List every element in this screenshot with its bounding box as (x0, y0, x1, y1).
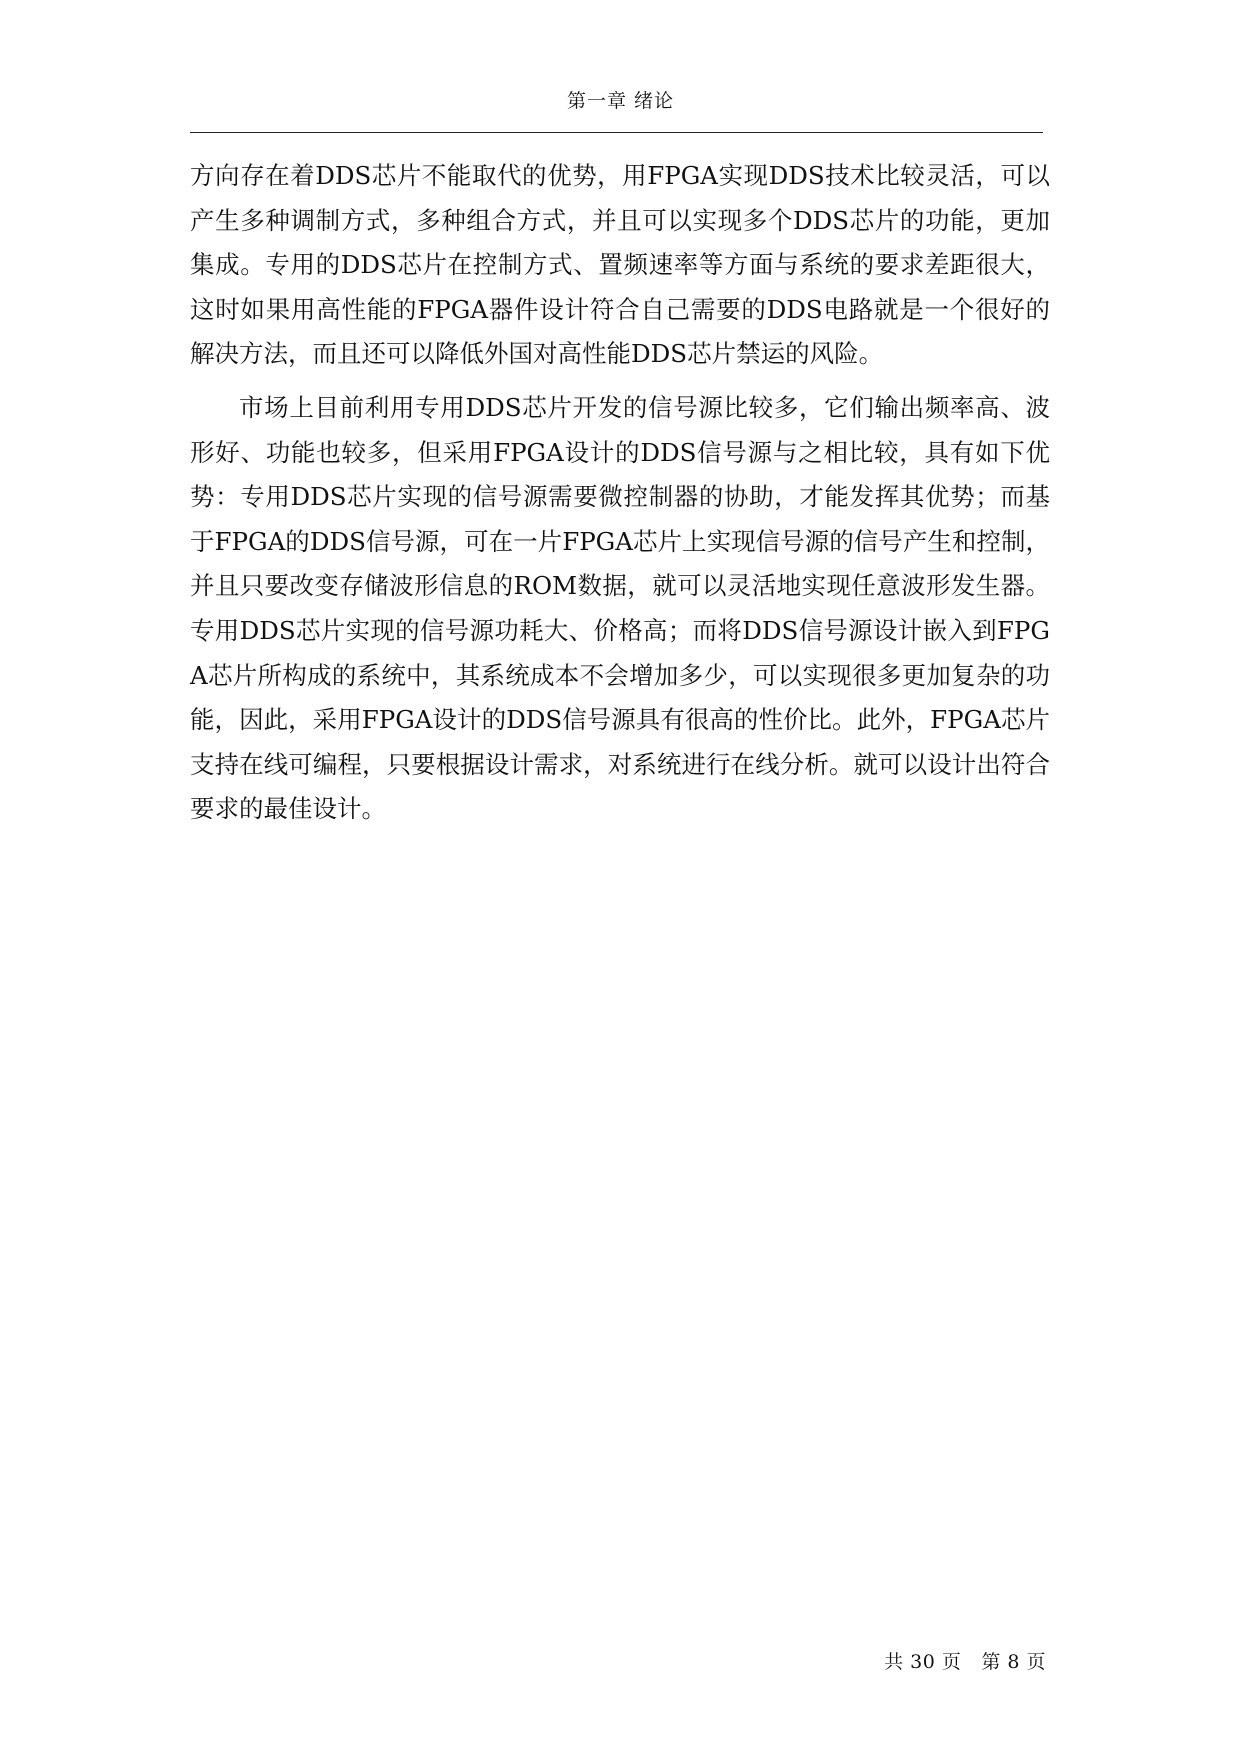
running-header: 第一章 绪论 (566, 90, 675, 112)
header-divider (190, 132, 1043, 133)
body-text (190, 154, 1050, 841)
paragraph-continued: 方向存在着DDS芯片不能取代的优势，用FPGA实现DDS技术比较灵活，可以产生多种调制方式，多种组合方式，并且可以实现多个DDS芯片的功能，更加集成。专用的DDS芯片在控制方式、置频速率等方面与系统的要求差距很大，这时如果用高性能的FPGA器件设计符合自己需要的DDS电路就是一个很好的解决方法，而且还可以降低外国对高性能DDS芯片禁运的风险。 (190, 161, 1050, 369)
current-page-number: 第 8 页 (981, 1651, 1046, 1673)
paragraph: 市场上目前利用专用DDS芯片开发的信号源比较多，它们输出频率高、波形好、功能也较多，但采用FPGA设计的DDS信号源与之相比较，具有如下优势：专用DDS芯片实现的信号源需要微控制器的协助，才能发挥其优势；而基于FPGA的DDS信号源，可在一片FPGA芯片上实现信号源的信号产生和控制，并且只要改变存储波形信息的ROM数据，就可以灵活地实现任意波形发生器。专用DDS芯片实现的信号源功耗大、价格高；而将DDS信号源设计嵌入到FPGA芯片所构成的系统中，其系统成本不会增加多少，可以实现很多更加复杂的功能，因此，采用FPGA设计的DDS信号源具有很高的性价比。此外，FPGA芯片支持在线可编程，只要根据设计需求，对系统进行在线分析。就可以设计出符合要求的最佳设计。 (190, 392, 1050, 824)
page-footer (884, 1647, 1046, 1674)
total-pages: 共 30 页 (884, 1651, 962, 1673)
